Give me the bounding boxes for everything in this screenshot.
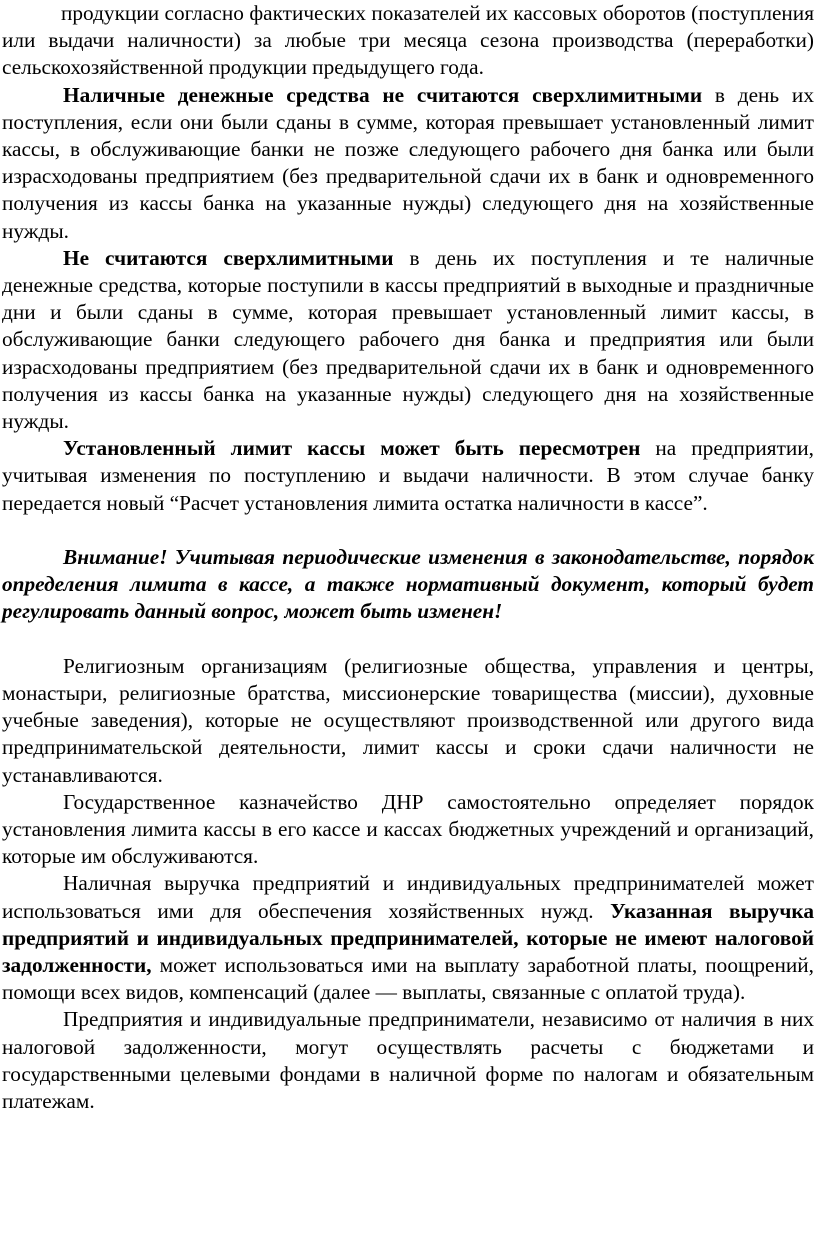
bold-lead-phrase: Установленный лимит кассы может быть пересмотрен bbox=[63, 436, 641, 461]
paragraph-cash-turnover-continuation bbox=[2, 0, 814, 82]
paragraph-limit-revision bbox=[2, 435, 814, 517]
paragraph-tax-settlements bbox=[2, 1006, 814, 1115]
paragraph-text: на предприятии, учитывая изменения по поступлению и выдачи наличности. В этом случае банку передается новый “Расчет установления лимита остатка наличности в кассе”. bbox=[2, 436, 814, 515]
blank-line bbox=[2, 626, 814, 653]
paragraph-text: Предприятия и индивидуальные предприниматели, независимо от наличия в них налоговой задолженности, могут осуществлять расчеты с бюджетами и государственными целевыми фондами в наличной форме по налогам и обязательным платежам. bbox=[2, 1007, 814, 1114]
paragraph-text: в день их поступления и те наличные денежные средства, которые поступили в кассы предприятий в выходные и праздничные дни и были сданы в сумме, которая превышает установленный лимит кассы, в обслуживающие банки следующего рабочего дня банка и предприятия или были израсходованы предприятием (без предварительной сдачи их в банк и одновременного получения из кассы банка на указанные нужды) следующего дня на хозяйственные нужды. bbox=[2, 245, 814, 434]
paragraph-text: продукции согласно фактических показателей их кассовых оборотов (поступления или выдачи наличности) за любые три месяца сезона производства (переработки) сельскохозяйственной продукции предыдущего года. bbox=[2, 1, 814, 80]
warning-note: Внимание! Учитывая периодические изменения в законодательстве, порядок определения лимита в кассе, а также нормативный документ, который будет регулировать данный вопрос, может быть изменен! bbox=[2, 545, 814, 624]
paragraph-text: Государственное казначейство ДНР самостоятельно определяет порядок установления лимита кассы в его кассе и кассах бюджетных учреждений и организаций, которые им обслуживаются. bbox=[2, 789, 814, 869]
paragraph-religious-organizations bbox=[2, 653, 814, 789]
paragraph-text: Наличная выручка предприятий и индивидуальных предпринимателей может использоваться ими для обеспечения хозяйственных нужд. bbox=[2, 871, 814, 923]
paragraph-text: Религиозным организациям (религиозные общества, управления и центры, монастыри, религиозные братства, миссионерские товарищества (миссии), духовные учебные заведения), которые не осуществляют производственной или другого вида предпринимательской деятельности, лимит кассы и сроки сдачи наличности не устанавливаются. bbox=[2, 653, 814, 787]
bold-phrase: Указанная выручка предприятий и индивидуальных предпринимателей, которые не имеют налоговой задолженности, bbox=[2, 898, 815, 978]
blank-line bbox=[2, 517, 814, 544]
bold-lead-phrase: Не считаются сверхлимитными bbox=[63, 245, 394, 270]
paragraph-state-treasury bbox=[2, 789, 814, 871]
paragraph-holidays-not-over-limit bbox=[2, 245, 814, 435]
paragraph-cash-revenue bbox=[2, 870, 814, 1006]
paragraph-not-over-limit bbox=[2, 82, 814, 245]
paragraph-text: может использоваться ими на выплату заработной платы, поощрений, помощи всех видов, компенсаций (далее — выплаты, связанные с оплатой труда). bbox=[2, 953, 814, 1005]
bold-lead-phrase: Наличные денежные средства не считаются сверхлимитными bbox=[63, 82, 703, 107]
paragraph-text: в день их поступления, если они были сданы в сумме, которая превышает установленный лимит кассы, в обслуживающие банки не позже следующего рабочего дня банка или были израсходованы предприятием (без предварительной сдачи их в банк и одновременного получения из кассы банка на указанные нужды) следующего дня на хозяйственные нужды. bbox=[2, 82, 814, 243]
